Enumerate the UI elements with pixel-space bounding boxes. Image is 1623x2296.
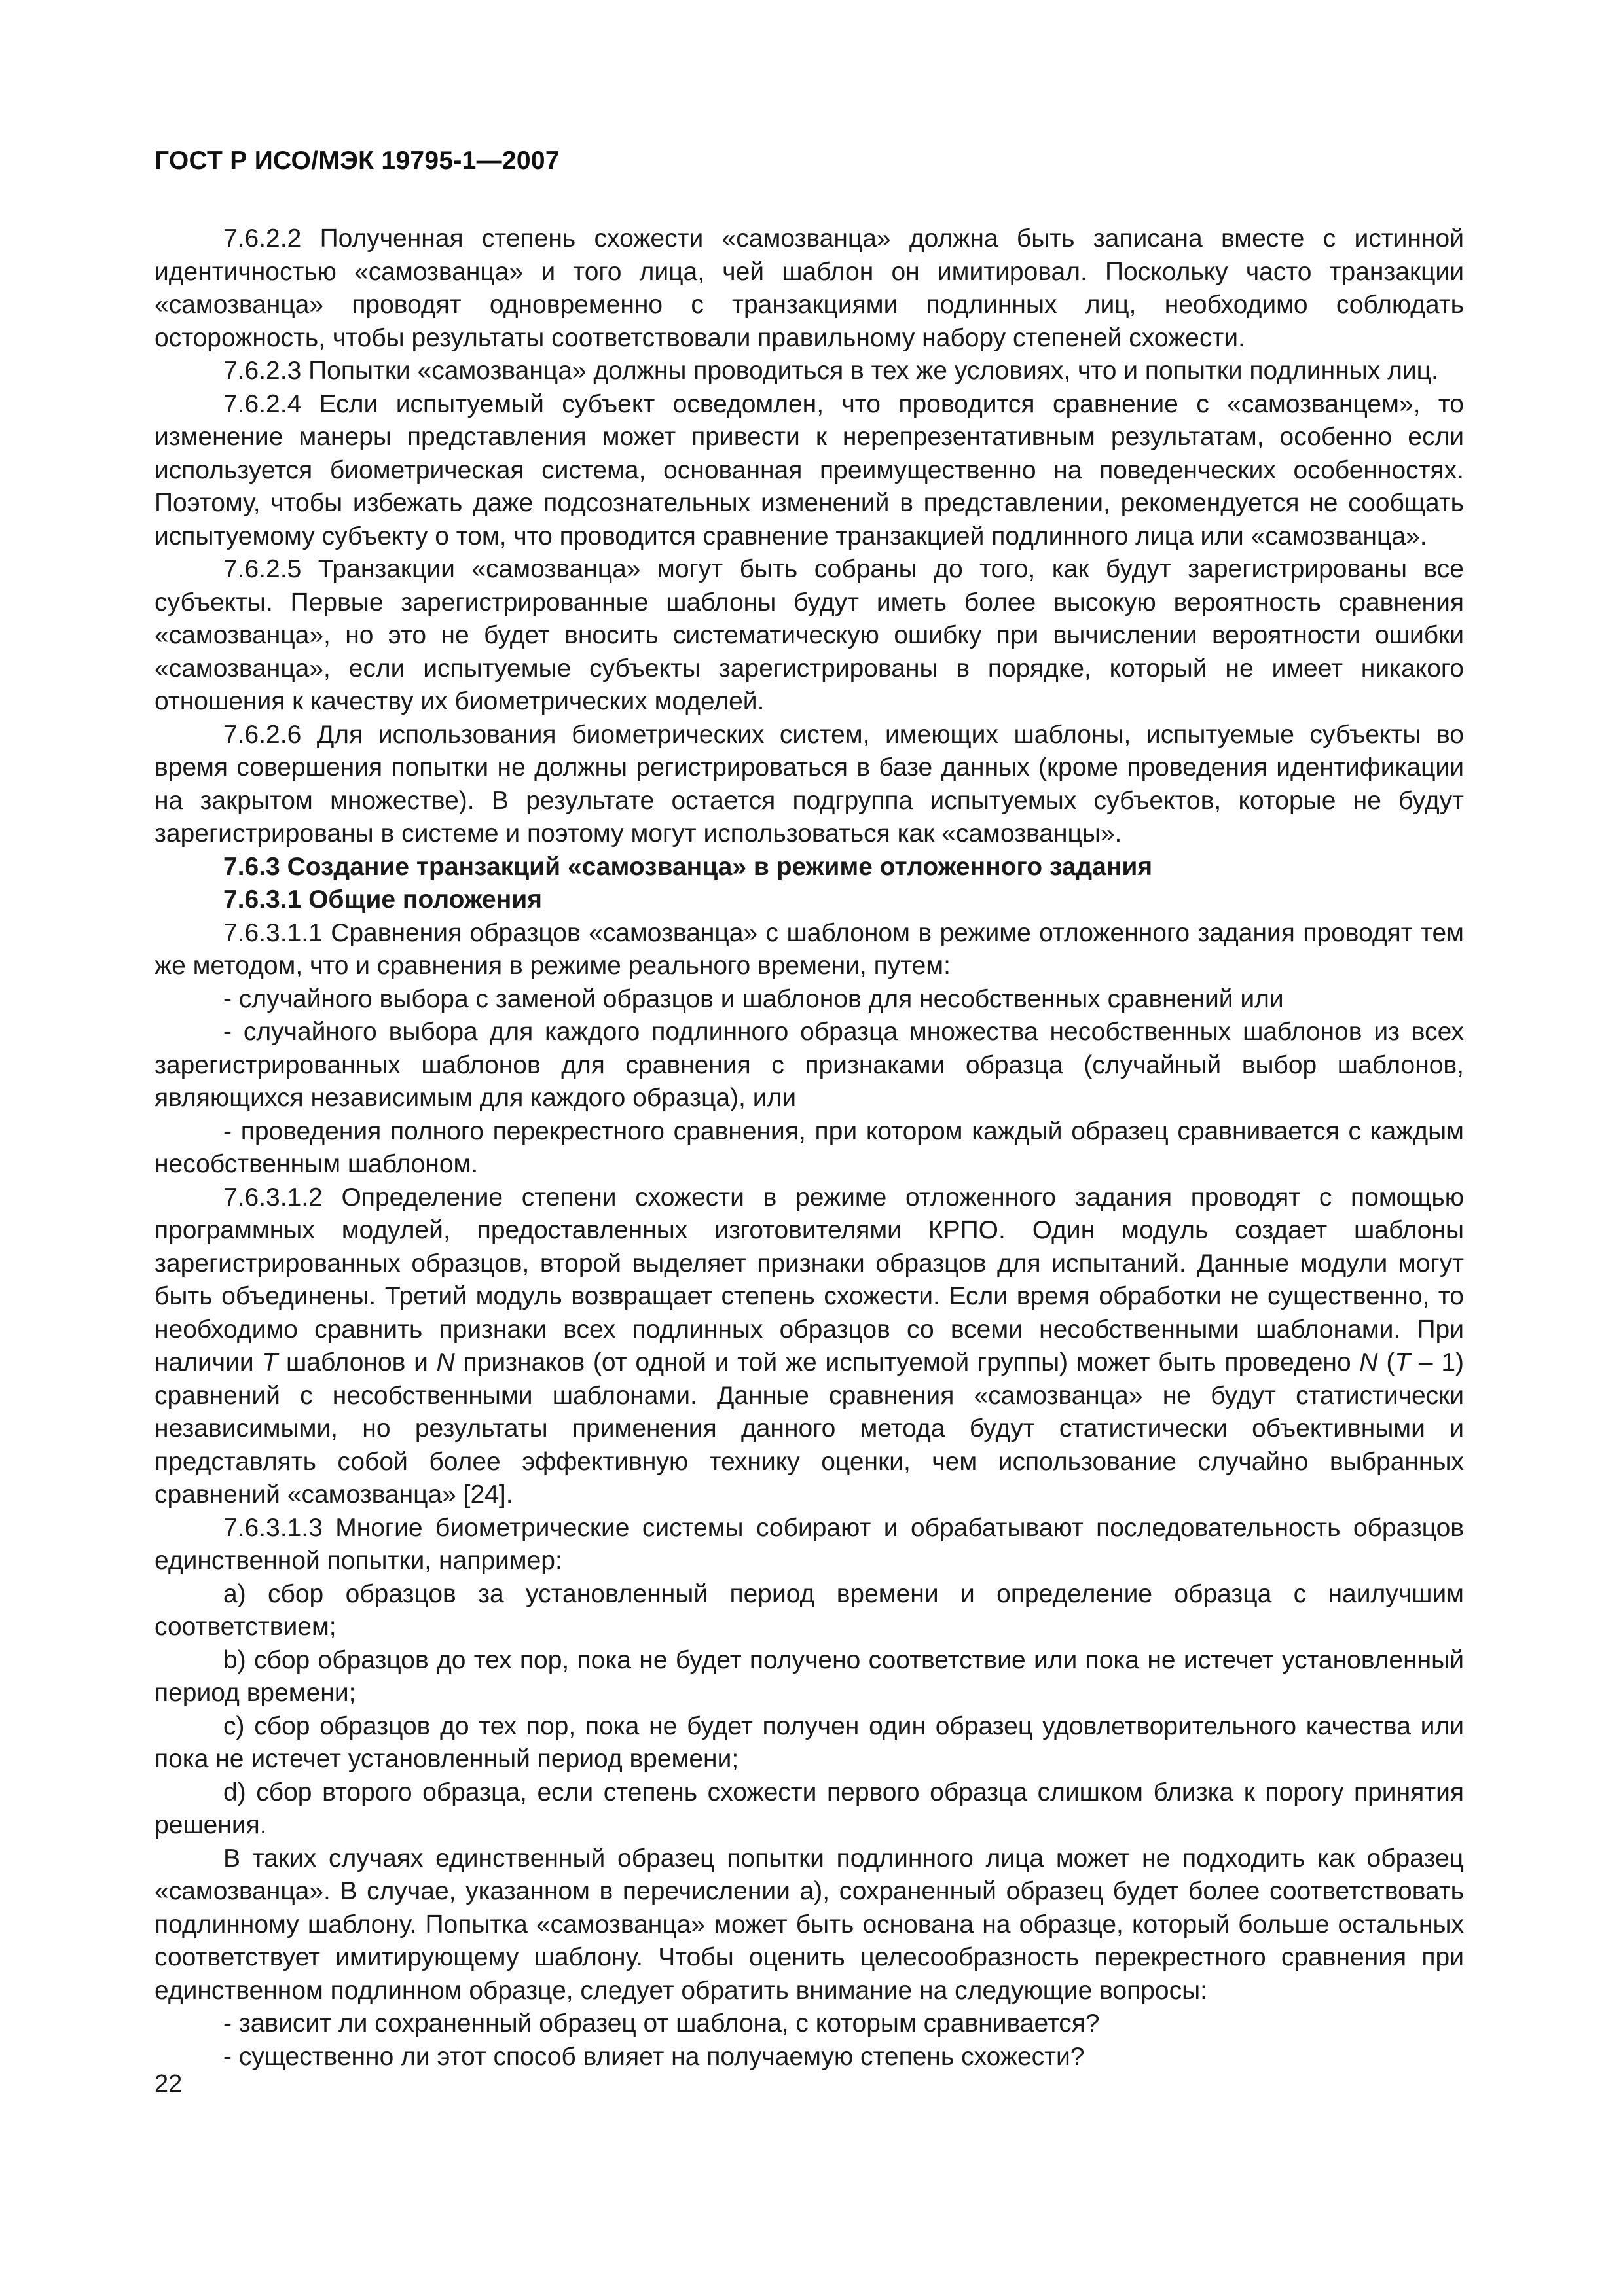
paragraph-7-6-2-2: 7.6.2.2 Полученная степень схожести «самозванца» должна быть записана вместе с истинной идентичностью «самозванца» и того лица, чей шаблон он имитировал. Поскольку часто транзакции «самозванца» проводят одновременно с транзакциями подлинных лиц, необходимо соблюдать осторожность, чтобы результаты соответствовали правильному набору степеней схожести. (155, 224, 1464, 352)
paragraph-7-6-3-1-2: 7.6.3.1.2 Определение степени схожести в режиме отложенного задания проводят с помощью программных модулей, предоставленных изготовителями КРПО. Один модуль создает шаблоны зарегистрированных образцов, второй выделяет признаки образцов для испытаний. Данные модули могут быть объединены. Третий модуль возвращает степень схожести. Если время обработки не существенно, то необходимо сравнить признаки всех подлинных образцов со всеми несобственными шаблонами. При наличии T шаблонов и N признаков (от одной и той же испытуемой группы) может быть проведено N (T – 1) сравнений с несобственными шаблонами. Данные сравнения «самозванца» не будут статистически независимыми, но результаты применения данного метода будут статистически объективными и представлять собой более эффективную технику оценки, чем использование случайно выбранных сравнений «самозванца» [24]. (155, 1183, 1464, 1509)
list-item-a: а) сбор образцов за установленный период времени и определение образца с наилучшим соответствием; (155, 1579, 1464, 1641)
list-item-c: c) сбор образцов до тех пор, пока не будет получен один образец удовлетворительного качества или пока не истечет установленный период времени; (155, 1712, 1464, 1773)
page-number: 22 (155, 2070, 183, 2098)
list-item-random-per-sample: - случайного выбора для каждого подлинного образца множества несобственных шаблонов из всех зарегистрированных шаблонов для сравнения с признаками образца (случайный выбор шаблонов, являющихся независимым для каждого образца), или (155, 1018, 1464, 1112)
list-item-d: d) сбор второго образца, если степень схожести первого образца слишком близка к порогу принятия решения. (155, 1778, 1464, 1839)
document-header: ГОСТ Р ИСО/МЭК 19795-1—2007 (155, 147, 560, 175)
paragraph-7-6-2-4: 7.6.2.4 Если испытуемый субъект осведомлен, что проводится сравнение с «самозванцем», то изменение манеры представления может привести к нерепрезентативным результатам, особенно если используется биометрическая система, основанная преимущественно на поведенческих особенностях. Поэтому, чтобы избежать даже подсознательных изменений в представлении, рекомендуется не сообщать испытуемому субъекту о том, что проводится сравнение транзакцией подлинного лица или «самозванца». (155, 389, 1464, 550)
paragraph-7-6-2-3: 7.6.2.3 Попытки «самозванца» должны проводиться в тех же условиях, что и попытки подлинных лиц. (223, 357, 1438, 385)
paragraph-single-sample: В таких случаях единственный образец попытки подлинного лица может не подходить как образец «самозванца». В случае, указанном в перечислении а), сохраненный образец будет более соответствовать подлинному шаблону. Попытка «самозванца» может быть основана на образце, который больше остальных соответствует имитирующему шаблону. Чтобы оценить целесообразность перекрестного сравнения при единственном подлинном образце, следует обратить внимание на следующие вопросы: (155, 1844, 1464, 2005)
paragraph-7-6-3-1-1: 7.6.3.1.1 Сравнения образцов «самозванца» с шаблоном в режиме отложенного задания проводят тем же методом, что и сравнения в режиме реального времени, путем: (155, 918, 1464, 980)
list-item-b: b) сбор образцов до тех пор, пока не будет получено соответствие или пока не истечет установленный период времени; (155, 1645, 1464, 1707)
paragraph-7-6-3-1-3: 7.6.3.1.3 Многие биометрические системы собирают и обрабатывают последовательность образцов единственной попытки, например: (155, 1513, 1464, 1575)
list-item-random-replacement: - случайного выбора с заменой образцов и шаблонов для несобственных сравнений или (223, 984, 1284, 1013)
paragraph-7-6-2-6: 7.6.2.6 Для использования биометрических систем, имеющих шаблоны, испытуемые субъекты во время совершения попытки не должны регистрироваться в базе данных (кроме проведения идентификации на закрытом множестве). В результате остается подгруппа испытуемых субъектов, которые не будут зарегистрированы в системе и поэтому могут использоваться как «самозванцы». (155, 720, 1464, 848)
list-item-question-1: - зависит ли сохраненный образец от шаблона, с которым сравнивается? (223, 2009, 1100, 2037)
list-item-full-cross: - проведения полного перекрестного сравнения, при котором каждый образец сравнивается с каждым несобственным шаблоном. (155, 1117, 1464, 1178)
document-body (155, 223, 1464, 2073)
paragraph-7-6-2-5: 7.6.2.5 Транзакции «самозванца» могут быть собраны до того, как будут зарегистрированы все субъекты. Первые зарегистрированные шаблоны будут иметь более высокую вероятность сравнения «самозванца», но это не будет вносить систематическую ошибку при вычислении вероятности ошибки «самозванца», если испытуемые субъекты зарегистрированы в порядке, который не имеет никакого отношения к качеству их биометрических моделей. (155, 555, 1464, 715)
section-heading-7-6-3: 7.6.3 Создание транзакций «самозванца» в режиме отложенного задания (223, 852, 1153, 881)
section-heading-7-6-3-1: 7.6.3.1 Общие положения (223, 886, 543, 914)
list-item-question-2: - существенно ли этот способ влияет на получаемую степень схожести? (223, 2042, 1085, 2071)
